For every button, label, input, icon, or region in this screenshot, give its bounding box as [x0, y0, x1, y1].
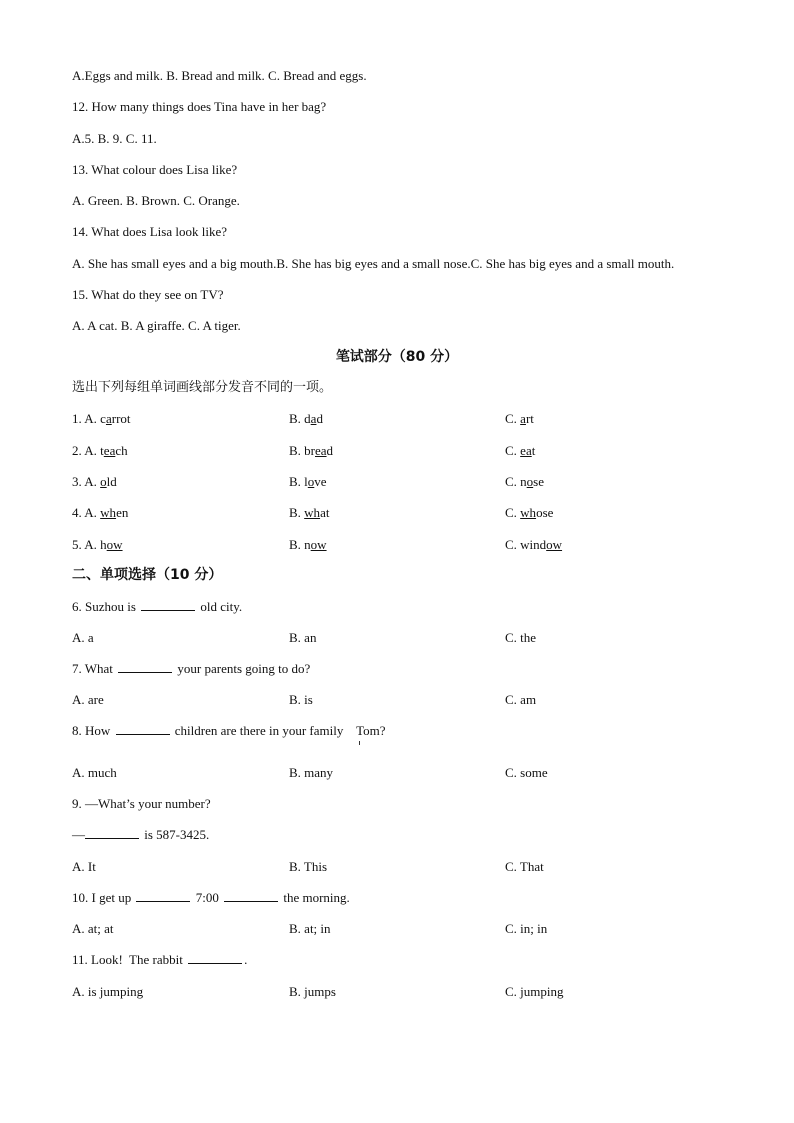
phonics-5-option-c: C. window — [505, 537, 563, 552]
phonics-3-option-c: C. nose — [505, 474, 545, 489]
phonics-5-option-a: 5. A. how — [72, 537, 123, 552]
phonics-5-option-b: B. now — [289, 537, 327, 552]
q6-option-b: B. an — [289, 630, 317, 645]
q10-option-c: C. in; in — [505, 921, 548, 936]
phonics-3-option-b: B. love — [289, 474, 327, 489]
phonics-2-option-c: C. eat — [505, 443, 536, 458]
q8-option-b: B. many — [289, 765, 334, 780]
q9-answer-line: — is 587-3425. — [72, 827, 210, 842]
phonics-1-option-c: C. art — [505, 411, 534, 426]
q6-question: 6. Suzhou is old city. — [72, 599, 243, 614]
phonics-4-option-b: B. what — [289, 505, 330, 520]
q6-option-a: A. a — [72, 630, 94, 645]
q8-option-c: C. some — [505, 765, 548, 780]
answer-blank — [136, 890, 190, 902]
q9-question: 9. —What’s your number? — [72, 796, 211, 811]
answer-blank — [224, 890, 278, 902]
part2-title: 二、单项选择（10 分） — [72, 567, 223, 583]
q8-option-a: A. much — [72, 765, 117, 780]
q7-option-b: B. is — [289, 692, 313, 707]
q10-option-b: B. at; in — [289, 921, 331, 936]
q12-question: 12. How many things does Tina have in her bag? — [72, 99, 327, 114]
q7-question: 7. What your parents going to do? — [72, 661, 311, 676]
q11-option-c: C. jumping — [505, 984, 564, 999]
q9-option-a: A. It — [72, 859, 96, 874]
part1-instruction: 选出下列每组单词画线部分发音不同的一项。 — [72, 380, 333, 395]
phonics-1-option-a: 1. A. carrot — [72, 411, 131, 426]
answer-blank — [116, 723, 170, 735]
q9-option-c: C. That — [505, 859, 544, 874]
q11-question: 11. Look! The rabbit . — [72, 952, 248, 967]
phonics-4-option-a: 4. A. when — [72, 505, 129, 520]
q7-option-a: A. are — [72, 692, 104, 707]
q6-option-c: C. the — [505, 630, 537, 645]
q14-question: 14. What does Lisa look like? — [72, 224, 228, 239]
written-section-title: 笔试部分（80 分） — [335, 349, 459, 365]
q8-question: 8. How children are there in your family Tom? — [72, 723, 386, 738]
phonics-1-option-b: B. dad — [289, 411, 323, 426]
q13-question: 13. What colour does Lisa like? — [72, 162, 238, 177]
comma-mark — [359, 741, 360, 745]
q7-option-c: C. am — [505, 692, 537, 707]
phonics-2-option-b: B. bread — [289, 443, 334, 458]
q14-options: A. She has small eyes and a big mouth.B. She has big eyes and a small nose.C. She has big eyes and a small mouth. — [72, 256, 675, 271]
phonics-2-option-a: 2. A. teach — [72, 443, 128, 458]
q9-option-b: B. This — [289, 859, 328, 874]
answer-blank — [188, 952, 242, 964]
phonics-4-option-c: C. whose — [505, 505, 554, 520]
q15-options: A. A cat. B. A giraffe. C. A tiger. — [72, 318, 241, 333]
answer-blank — [141, 599, 195, 611]
q10-question: 10. I get up 7:00 the morning. — [72, 890, 350, 905]
q12-options: A.5. B. 9. C. 11. — [72, 131, 157, 146]
q10-option-a: A. at; at — [72, 921, 114, 936]
q11-listening-options: A.Eggs and milk. B. Bread and milk. C. Bread and eggs. — [72, 68, 367, 83]
q13-options: A. Green. B. Brown. C. Orange. — [72, 193, 240, 208]
q11-option-a: A. is jumping — [72, 984, 144, 999]
answer-blank — [85, 827, 139, 839]
q11-option-b: B. jumps — [289, 984, 336, 999]
phonics-3-option-a: 3. A. old — [72, 474, 117, 489]
q15-question: 15. What do they see on TV? — [72, 287, 224, 302]
answer-blank — [118, 661, 172, 673]
